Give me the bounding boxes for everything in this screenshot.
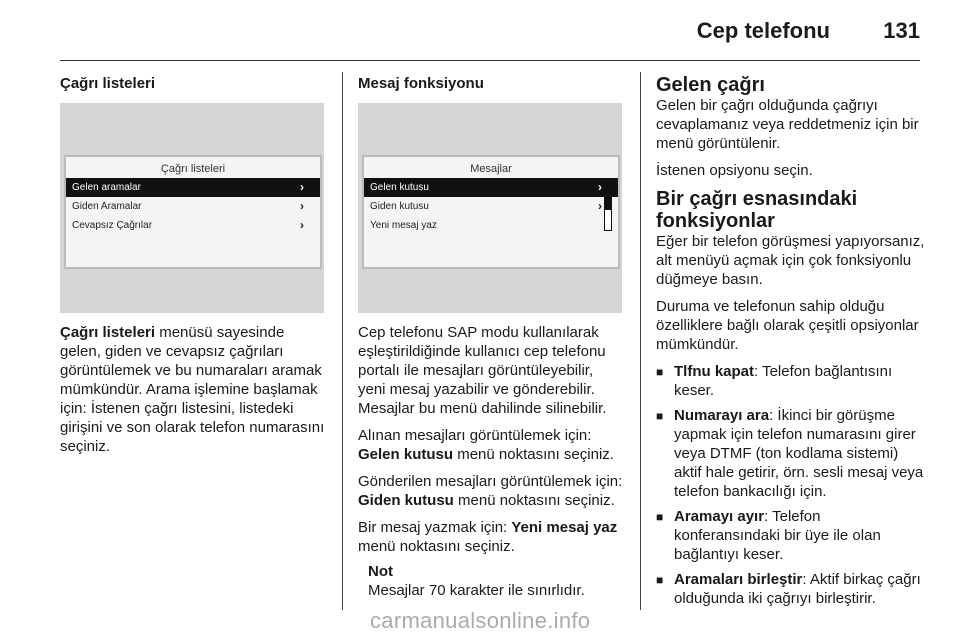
menu-item-incoming-calls[interactable] — [66, 178, 320, 197]
menu-item-inbox[interactable] — [364, 178, 618, 197]
bold-term: Tlfnu kapat — [674, 363, 755, 380]
note-title: Not — [368, 563, 393, 580]
bold-term: Giden kutusu — [358, 492, 454, 509]
display-screen — [64, 155, 322, 269]
menu-item-missed-calls[interactable] — [66, 216, 320, 235]
list-item-text — [674, 570, 926, 608]
note-box — [358, 562, 624, 600]
menu-item-outbox[interactable] — [364, 197, 618, 216]
heading-incoming-call: Gelen çağrı — [656, 74, 765, 96]
list-item — [656, 406, 926, 501]
menu-item-label: Gelen kutusu — [370, 182, 429, 193]
section-title: Mesaj fonksiyonu — [358, 75, 484, 92]
section-title: Çağrı listeleri — [60, 75, 156, 92]
inbox-paragraph — [358, 426, 624, 464]
list-item — [656, 362, 926, 400]
scrollbar[interactable] — [604, 179, 612, 231]
chevron-right-icon: › — [598, 180, 602, 194]
display-screen — [362, 155, 620, 269]
list-item-text — [674, 507, 926, 564]
column-call-lists — [60, 74, 326, 464]
during-call-paragraph: Eğer bir telefon görüşmesi yapıyorsanız, alt menüyü açmak için çok fonksiyonlu düğmeye basın. — [656, 233, 925, 288]
list-item-text — [674, 362, 926, 400]
column-incoming-call — [656, 74, 926, 614]
chevron-right-icon: › — [300, 218, 304, 232]
menu-item-new-message[interactable] — [364, 216, 618, 235]
screen-title: Çağrı listeleri — [160, 163, 226, 175]
screen-title: Mesajlar — [470, 163, 512, 175]
bold-term: Yeni mesaj yaz — [511, 519, 618, 536]
text: : Telefon konferansındaki bir üye ile olan bağlantıyı keser. — [674, 508, 881, 563]
chevron-right-icon: › — [300, 180, 304, 194]
square-bullet-icon: ■ — [656, 573, 664, 587]
square-bullet-icon: ■ — [656, 365, 664, 379]
call-lists-screenshot — [60, 103, 324, 313]
bold-term: Aramayı ayır — [674, 508, 765, 525]
select-option-paragraph: İstenen opsiyonu seçin. — [656, 162, 813, 179]
menu-item-label: Giden Aramalar — [72, 201, 142, 212]
chevron-right-icon: › — [300, 199, 304, 213]
bold-term: Çağrı listeleri — [60, 324, 156, 341]
menu-item-label: Giden kutusu — [370, 201, 429, 212]
bold-term: Numarayı ara — [674, 407, 770, 424]
text: Alınan mesajları görüntülemek için: — [358, 427, 592, 444]
call-lists-paragraph — [60, 323, 326, 456]
text: : Aktif birkaç çağrı olduğunda iki çağrıyı birleştirir. — [674, 571, 921, 607]
note-text: Mesajlar 70 karakter ile sınırlıdır. — [368, 582, 585, 599]
menu-item-outgoing-calls[interactable] — [66, 197, 320, 216]
text: : İkinci bir görüşme yapmak için telefon numarasını girer veya DTMF (ton kodlama sistemi) aktif hale getirir, örn. sesli mesaj veya telefon bankacılığı için. — [674, 407, 924, 500]
menu-item-label: Gelen aramalar — [72, 182, 141, 193]
column-divider — [640, 72, 641, 610]
text: Bir mesaj yazmak için: — [358, 519, 512, 536]
messages-screenshot — [358, 103, 622, 313]
square-bullet-icon: ■ — [656, 409, 664, 423]
bold-term: Gelen kutusu — [358, 446, 454, 463]
heading-during-call-functions: Bir çağrı esnasındaki fonksiyonlar — [656, 188, 858, 232]
outbox-paragraph — [358, 472, 624, 510]
text: menü noktasını seçiniz. — [453, 492, 615, 509]
bold-term: Aramaları birleştir — [674, 571, 803, 588]
page-number: 131 — [883, 18, 920, 43]
incoming-call-paragraph: Gelen bir çağrı olduğunda çağrıyı cevaplamanız veya reddetmeniz için bir menü görüntülenir. — [656, 97, 919, 152]
text: : Telefon bağlantısını keser. — [674, 363, 893, 399]
list-item — [656, 507, 926, 564]
sap-paragraph: Cep telefonu SAP modu kullanılarak eşleştirildiğinde kullanıcı cep telefonu portalı ile mesajları görüntüleyebilir, yeni mesaj yazabilir ve gönderebilir. Mesajlar bu menü dahilinde silinebilir. — [358, 324, 607, 417]
scrollbar-thumb[interactable] — [605, 180, 611, 210]
menu-item-label: Cevapsız Çağrılar — [72, 220, 153, 231]
header-title: Cep telefonu — [696, 18, 830, 43]
list-item-text — [674, 406, 926, 501]
text: menü noktasını seçiniz. — [358, 538, 515, 555]
text: Gönderilen mesajları görüntülemek için: — [358, 473, 623, 490]
menu-item-label: Yeni mesaj yaz — [370, 220, 437, 231]
new-message-paragraph — [358, 518, 624, 556]
header-rule — [60, 60, 920, 61]
column-divider — [342, 72, 343, 610]
paragraph-text: menüsü sayesinde gelen, giden ve cevapsız çağrıları görüntülemek ve bu numaraları aramak mümkündür. Arama işlemine başlamak için: İstenen çağrı listesini, listedeki girişini ve son olarak telefon numarasını seçiniz. — [60, 324, 325, 455]
watermark: carmanualsonline.info — [370, 608, 591, 633]
options-paragraph: Duruma ve telefonun sahip olduğu özelliklere bağlı olarak çeşitli opsiyonlar mümkündür. — [656, 298, 919, 353]
column-message-function — [358, 74, 624, 600]
list-item — [656, 570, 926, 608]
text: menü noktasını seçiniz. — [453, 446, 614, 463]
chevron-right-icon: › — [598, 199, 602, 213]
square-bullet-icon: ■ — [656, 510, 664, 524]
